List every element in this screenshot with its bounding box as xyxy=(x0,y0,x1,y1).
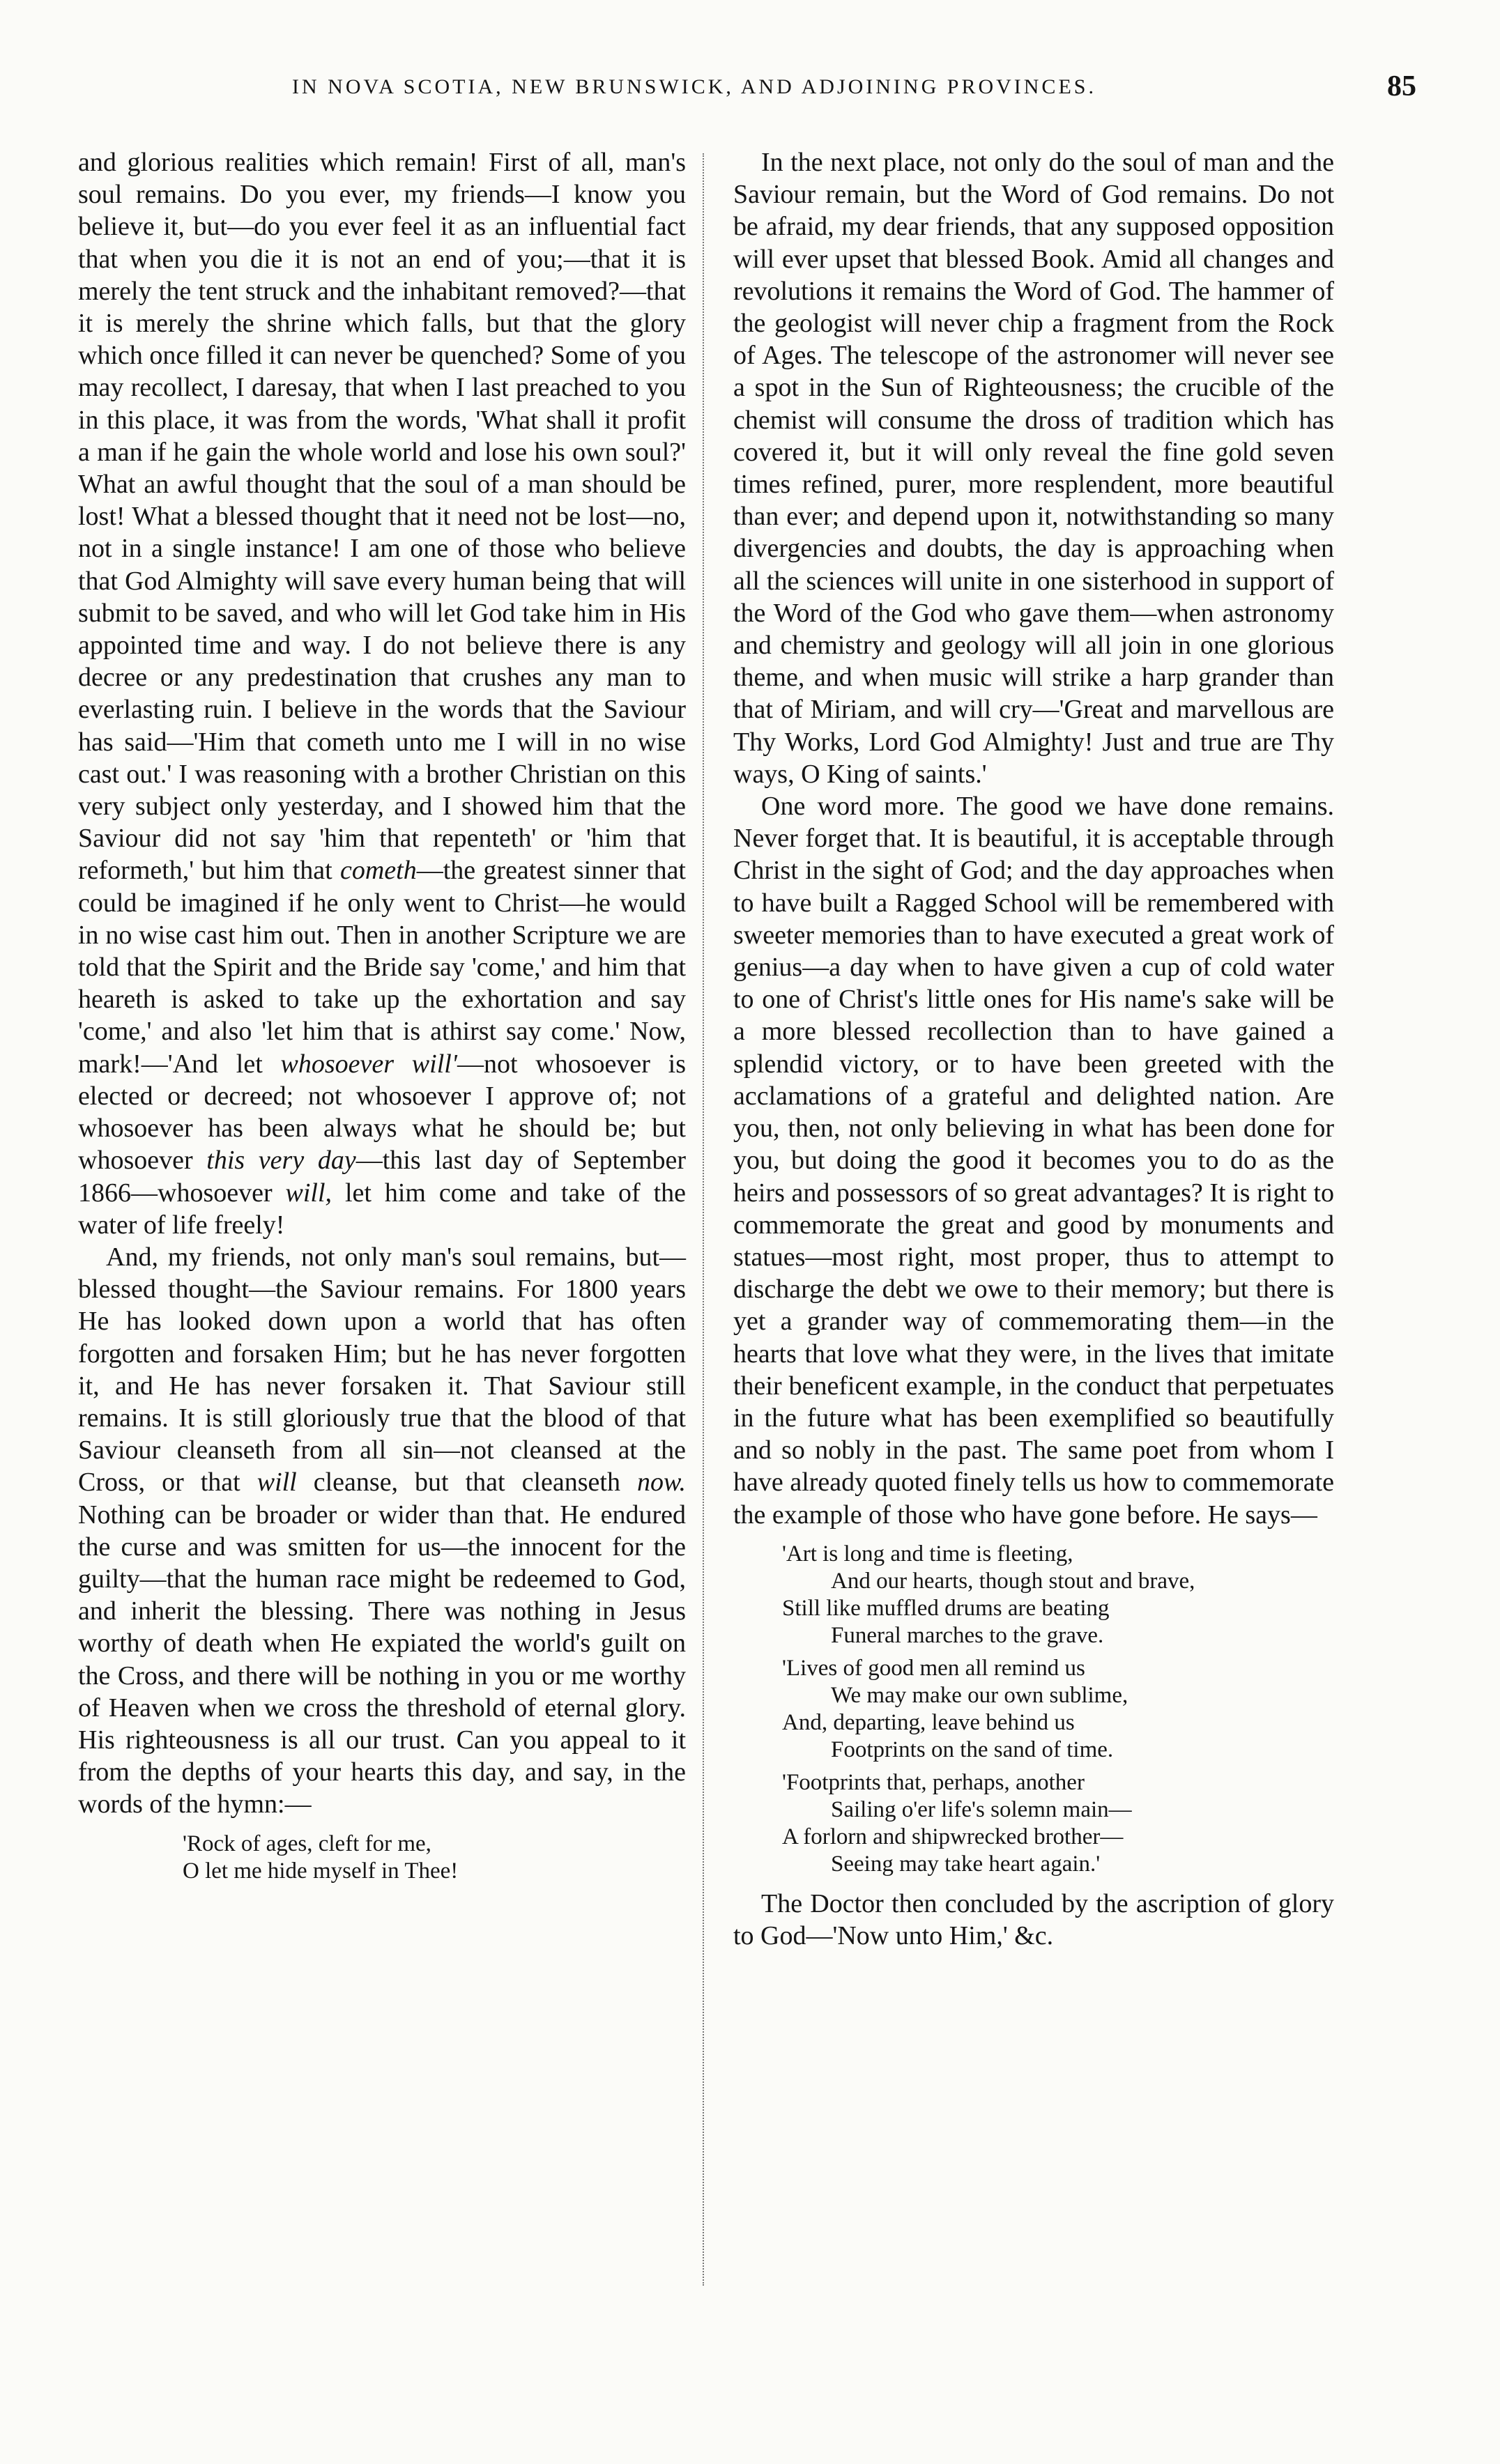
text-run: Nothing can be broader or wider than that. He endured the curse and was smitten for us—the innocent for the guilty—that the human race might be redeemed to God, and inherit the blessing. There was nothing in Jesus worthy of death when He expiated the world's guilt on the Cross, and there will be nothing in you or me worthy of Heaven when we cross the threshold of eternal glory. His righteousness is all our trust. Can you appeal to it from the depths of your hearts this day, and say, in the words of the hymn:— xyxy=(78,1500,686,1819)
poem-line: And our hearts, though stout and brave, xyxy=(831,1568,1195,1594)
hymn-quote xyxy=(78,1831,686,1885)
poem-stanza xyxy=(782,1769,1334,1878)
hymn-line: O let me hide myself in Thee! xyxy=(183,1858,459,1884)
running-head xyxy=(84,70,1416,111)
running-title: IN NOVA SCOTIA, NEW BRUNSWICK, AND ADJOINING PROVINCES. xyxy=(292,75,1096,98)
poem-line: Funeral marches to the grave. xyxy=(831,1622,1104,1648)
poem-line: 'Footprints that, perhaps, another xyxy=(782,1769,1085,1795)
emphasis: cometh xyxy=(339,856,417,886)
text-run: —not whosoever is elected or decreed; not whosoever I approve of; not whosoever has been always what he should be; but whosoever xyxy=(78,1049,686,1176)
emphasis: this very day xyxy=(206,1146,356,1176)
paragraph-word-remains: In the next place, not only do the soul of man and the Saviour remain, but the Word of God remains. Do not be afraid, my dear friends, that any supposed opposition will ever upset that blessed Book. Amid all changes and revolutions it remains the Word of God. The hammer of the geologist will never chip a fragment from the Rock of Ages. The telescope of the astronomer will never see a spot in the Sun of Righteousness; the crucible of the chemist will consume the dross of tradition which has covered it, but it will only reveal the fine gold seven times refined, purer, more resplendent, more beautiful than ever; and depend upon it, notwithstanding so many divergencies and doubts, the day is approaching when all the sciences will unite in one sisterhood in support of the Word of the God who gave them—when astronomy and chemistry and geology will all join in one glorious theme, and when music will strike a harp grander than that of Miriam, and will cry—'Great and marvellous are Thy Works, Lord God Almighty! Just and true are Thy ways, O King of saints.' xyxy=(733,148,1334,789)
emphasis: now. xyxy=(636,1468,686,1497)
poem-line: Footprints on the sand of time. xyxy=(831,1737,1114,1762)
text-run: And, my friends, not only man's soul remains, but—blessed thought—the Saviour remains. For 1800 years He has looked down upon a world that has often forgotten and forsaken Him; but he has never forgotten it, and He has never forsaken it. That Saviour still remains. It is still gloriously true that the blood of that Saviour cleanseth from all sin—not cleansed at the Cross, or that xyxy=(78,1242,686,1497)
emphasis: whosoever will' xyxy=(280,1049,457,1079)
text-run: —the greatest sinner that could be imagined if he only went to Christ—he would in no wise cast him out. Then in another Scripture we are told that the Spirit and the Bride say 'come,' and him that heareth is asked to take up the exhortation and say 'come,' and also 'let him that is athirst say come.' Now, mark!—'And let xyxy=(78,856,686,1079)
right-column xyxy=(733,146,1334,1952)
paragraph-good-remains: One word more. The good we have done remains. Never forget that. It is beautiful, it is acceptable through Christ in the sight of God; and the day approaches when to have built a Ragged School will be remembered with sweeter memories than to have executed a great work of genius—a day when to have given a cup of cold water to one of Christ's little ones for His name's sake will be a more blessed recollection than to have gained a splendid victory, or to have been greeted with the acclamations of a grateful and delighted nation. Are you, then, not only believing in what has been done for you, but doing the good it becomes you to do as the heirs and possessors of so great advantages? It is right to commemorate the great and good by monuments and statues—most right, most proper, thus to attempt to discharge the debt we owe to their memory; but there is yet a grander way of commemorating them—in the hearts that love what they were, in the lives that imitate their beneficent example, in the conduct that perpetuates in the future what has been exemplified so beautifully and so nobly in the past. The same poet from whom I have already quoted finely tells us how to commemorate the example of those who have gone before. He says— xyxy=(733,792,1334,1530)
emphasis: will xyxy=(257,1468,297,1497)
poem-line: 'Art is long and time is fleeting, xyxy=(782,1541,1073,1566)
column-divider xyxy=(703,153,704,2286)
text-run: cleanse, but that cleanseth xyxy=(296,1468,637,1497)
paragraph-soul-remains xyxy=(78,146,686,1241)
poem-line: 'Lives of good men all remind us xyxy=(782,1655,1085,1681)
poem-line: Seeing may take heart again.' xyxy=(831,1851,1101,1877)
poem-line: Sailing o'er life's solemn main— xyxy=(831,1796,1132,1822)
poem-line: Still like muffled drums are beating xyxy=(782,1595,1110,1621)
poem-stanza xyxy=(782,1541,1334,1649)
text-run: and glorious realities which remain! First of all, man's soul remains. Do you ever, my friends—I know you believe it, but—do you ever feel it as an influential fact that when you die it is not an end of you;—that it is merely the tent struck and the inhabitant removed?—that it is merely the shrine which falls, but that the glory which once filled it can never be quenched? Some of you may recollect, I daresay, that when I last preached to you in this place, it was from the words, 'What shall it profit a man if he gain the whole world and lose his own soul?' What an awful thought that the soul of a man should be lost! What a blessed thought that it need not be lost—no, not in a single instance! I am one of those who believe that God Almighty will save every human being that will submit to be saved, and who will let God take him in His appointed time and way. I do not believe there is any decree or any predestination that crushes any man to everlasting ruin. I believe in the words that the Saviour has said—'Him that cometh unto me I will in no wise cast out.' I was reasoning with a brother Christian on this very subject only yesterday, and I showed him that the Saviour did not say 'him that repenteth' or 'him that reformeth,' but him that xyxy=(78,148,686,886)
poem-line: And, departing, leave behind us xyxy=(782,1709,1075,1735)
poem-line: A forlorn and shipwrecked brother— xyxy=(782,1824,1124,1849)
left-column xyxy=(78,146,686,1895)
poem-line: We may make our own sublime, xyxy=(831,1682,1128,1708)
text-run: let him come and take of the water of life freely! xyxy=(78,1178,686,1240)
paragraph-conclusion: The Doctor then concluded by the ascription of glory to God—'Now unto Him,' &c. xyxy=(733,1888,1334,1950)
paragraph-saviour-remains xyxy=(78,1241,686,1821)
emphasis: will, xyxy=(285,1178,332,1208)
poem-quote xyxy=(733,1541,1334,1878)
hymn-line: 'Rock of ages, cleft for me, xyxy=(183,1831,431,1856)
poem-stanza xyxy=(782,1655,1334,1764)
page-number: 85 xyxy=(1387,70,1416,102)
text-run: —this last day of September 1866—whosoever xyxy=(78,1146,686,1208)
